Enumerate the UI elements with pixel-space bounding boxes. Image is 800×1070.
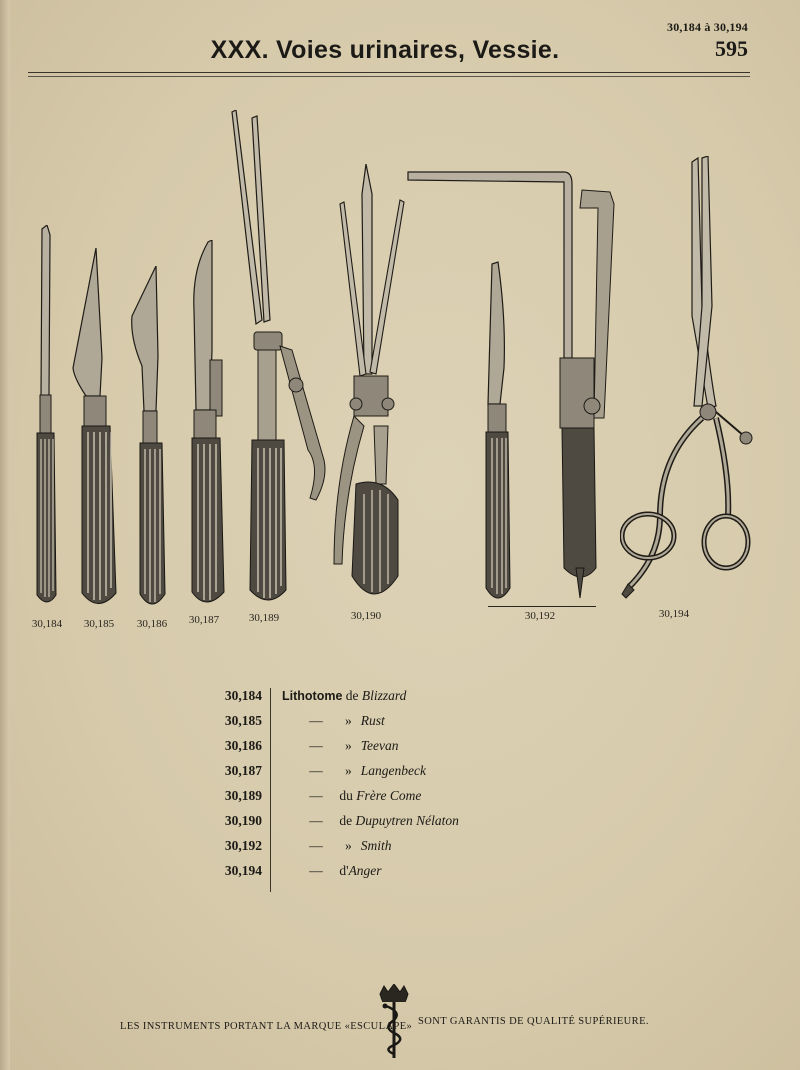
figure-label: 30,185: [83, 618, 115, 630]
legend-prep: de: [339, 813, 353, 828]
legend-prep: d': [339, 863, 349, 878]
figure-label: 30,186: [136, 618, 168, 630]
figure-label: 30,190: [350, 610, 382, 622]
legend-number: 30,190: [224, 813, 262, 828]
figure-label: 30,192: [524, 610, 556, 622]
legend-type: —: [309, 763, 323, 778]
legend-prep: du: [339, 788, 353, 803]
legend-type: —: [309, 813, 323, 828]
legend-prep: »: [345, 763, 352, 778]
legend-type: —: [309, 713, 323, 728]
lithotome-dupuytren-icon: [326, 164, 410, 604]
legend-prep: »: [345, 838, 352, 853]
legend-row: [200, 838, 620, 863]
section-title: XXX. Voies urinaires, Vessie.: [210, 36, 560, 64]
legend-maker: Anger: [348, 863, 382, 878]
lithotome-anger-icon: [620, 156, 756, 606]
legend-prep: »: [345, 713, 352, 728]
legend-row: [200, 688, 620, 713]
legend-row: [200, 713, 620, 738]
footer-text-left: LES INSTRUMENTS PORTANT LA MARQUE «ESCULAPE»: [120, 1021, 413, 1032]
legend-row: [200, 788, 620, 813]
footer-text-right: SONT GARANTIS DE QUALITÉ SUPÉRIEURE.: [418, 1016, 649, 1027]
lithotome-frere-come-icon: [226, 110, 330, 606]
legend-maker: Teevan: [360, 738, 399, 753]
legend-number: 30,185: [224, 713, 262, 728]
lithotome-teevan-icon: [128, 266, 172, 612]
legend-row: [200, 863, 620, 888]
esculape-caduceus-icon: [374, 984, 414, 1060]
legend-number: 30,187: [224, 763, 262, 778]
legend-row: [200, 763, 620, 788]
legend-maker: Frère Come: [356, 788, 422, 803]
legend-type: Lithotome: [282, 689, 343, 703]
figure-bracket: [488, 606, 596, 607]
instrument-figures: [0, 100, 800, 640]
legend-number: 30,186: [224, 738, 262, 753]
item-range-label: 30,184 à 30,194: [667, 20, 748, 34]
legend-number: 30,194: [224, 863, 262, 878]
figure-label: 30,187: [188, 614, 220, 626]
legend-prep: »: [345, 738, 352, 753]
instrument-legend: [200, 688, 620, 888]
legend-type: —: [309, 738, 323, 753]
legend-row: [200, 813, 620, 838]
lithotome-rust-icon: [70, 248, 122, 612]
lithotome-smith-icon: [404, 168, 624, 606]
legend-number: 30,184: [224, 688, 262, 703]
legend-maker: Blizzard: [361, 688, 407, 703]
legend-row: [200, 738, 620, 763]
legend-maker: Dupuytren Nélaton: [355, 813, 459, 828]
figure-label: 30,194: [658, 608, 690, 620]
legend-type: —: [309, 788, 323, 803]
page-number: 595: [715, 36, 748, 61]
legend-number: 30,189: [224, 788, 262, 803]
legend-number: 30,192: [224, 838, 262, 853]
header-rule: [28, 72, 750, 73]
legend-type: —: [309, 863, 323, 878]
legend-maker: Rust: [360, 713, 385, 728]
legend-type: —: [309, 838, 323, 853]
legend-prep: de: [345, 688, 359, 703]
legend-maker: Smith: [360, 838, 392, 853]
figure-label: 30,189: [248, 612, 280, 624]
figure-label: 30,184: [31, 618, 63, 630]
legend-maker: Langenbeck: [360, 763, 426, 778]
header-rule-thin: [28, 76, 750, 77]
lithotome-blizzard-icon: [30, 225, 64, 615]
